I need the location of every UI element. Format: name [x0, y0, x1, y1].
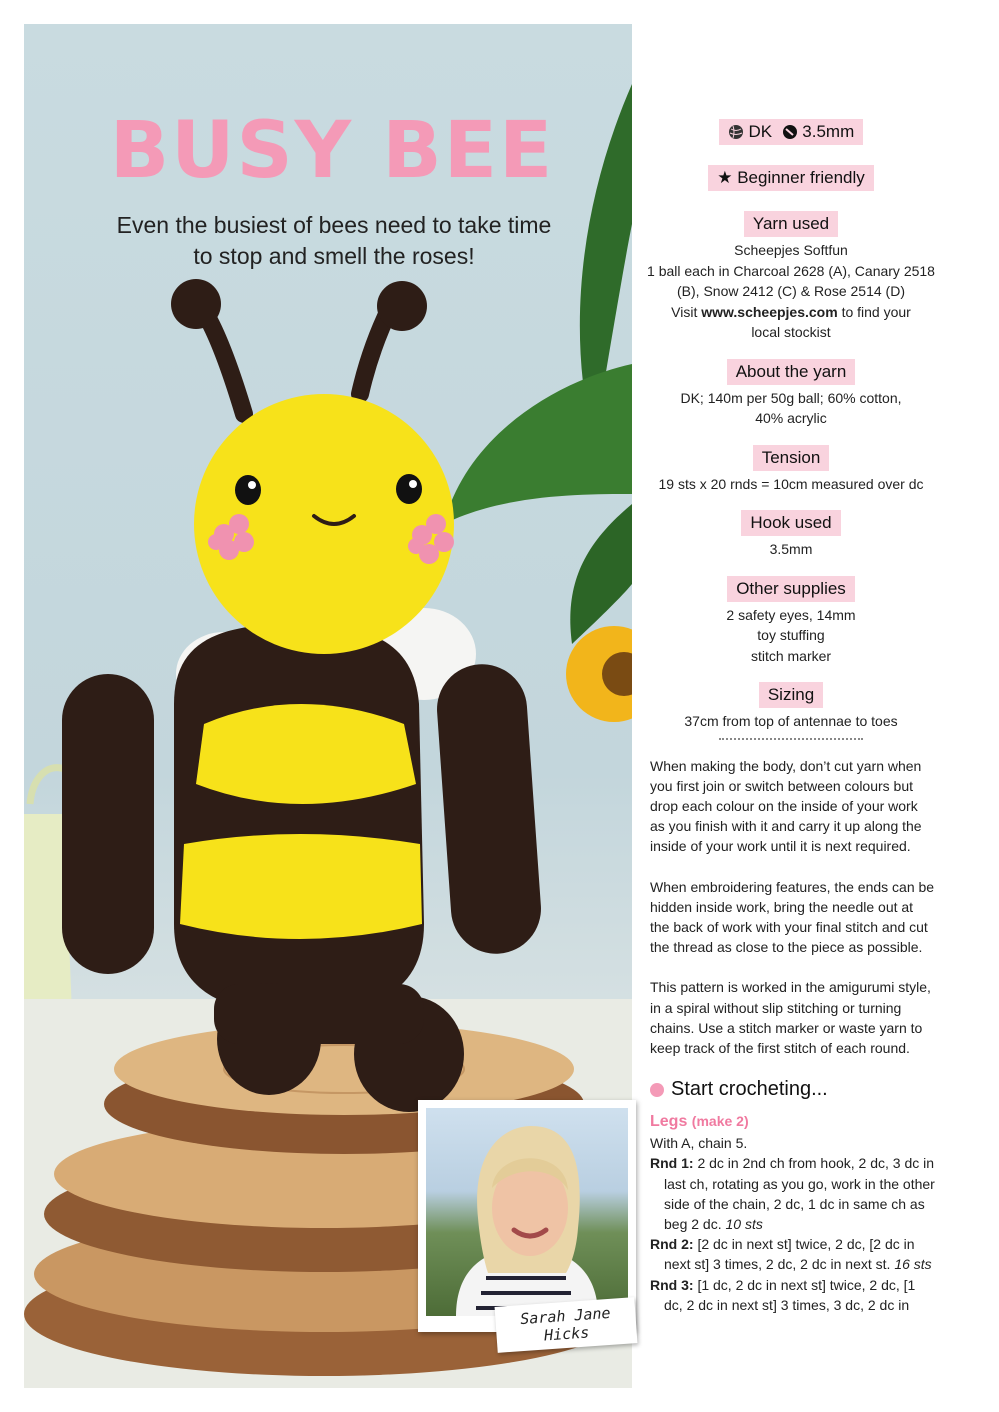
- yarn-website: www.scheepjes.com: [701, 303, 838, 320]
- about-yarn-heading: About the yarn: [727, 359, 856, 385]
- other-supplies-heading: Other supplies: [727, 576, 855, 602]
- bullet-dot-icon: [650, 1083, 664, 1097]
- pattern-info-column: [646, 110, 936, 1315]
- about-yarn-section: [646, 359, 936, 429]
- skill-level: Beginner friendly: [737, 168, 865, 187]
- note-body-colours: When making the body, don’t cut yarn when you first join or switch between colours but drop each colour on the inside of your work as you finish with it and carry it up along the inside of your work until it is next required.: [650, 757, 922, 855]
- round-3-label: Rnd 3:: [650, 1276, 694, 1293]
- other-supplies-text: [646, 605, 936, 667]
- legs-make-count: (make 2): [691, 1113, 749, 1130]
- hook-size: 3.5mm: [802, 122, 855, 141]
- article-title: BUSY BEE: [109, 106, 555, 196]
- tension-heading: Tension: [753, 445, 830, 471]
- start-crocheting-heading: [650, 1078, 936, 1101]
- yarn-colours-2: (B), Snow 2412 (C) & Rose 2514 (D): [677, 283, 905, 299]
- supply-eyes: 2 safety eyes, 14mm: [726, 606, 856, 623]
- round-3-text: [1 dc, 2 dc in next st] twice, 2 dc, [1 dc, 2 dc in next st] 3 times, 3 dc, 2 dc in: [664, 1276, 916, 1313]
- article-subtitle: [64, 210, 604, 272]
- yarn-hook-pill: [719, 119, 864, 145]
- supply-stuffing: toy stuffing: [757, 627, 825, 643]
- round-1-label: Rnd 1:: [650, 1155, 694, 1172]
- star-icon: ★: [717, 168, 733, 187]
- round-3: [650, 1275, 936, 1315]
- round-1: [650, 1153, 936, 1234]
- about-yarn-line-1: DK; 140m per 50g ball; 60% cotton,: [680, 389, 902, 406]
- designer-photo-card: [418, 1100, 636, 1332]
- pattern-start: With A, chain 5.: [650, 1135, 748, 1152]
- round-1-text: 2 dc in 2nd ch from hook, 2 dc, 3 dc in last ch, rotating as you go, work in the other side of the chain, 2 dc, 1 dc in same ch as beg 2 dc.: [664, 1155, 935, 1232]
- subtitle-line-1: Even the busiest of bees need to take time: [116, 212, 552, 238]
- round-2-count: 16 sts: [894, 1256, 932, 1273]
- about-yarn-text: [646, 388, 936, 429]
- pattern-instructions: [650, 1133, 936, 1315]
- yarn-ball-icon: [728, 124, 744, 140]
- sizing-heading: Sizing: [759, 682, 823, 708]
- quick-specs: [646, 119, 936, 145]
- yarn-weight: DK: [748, 122, 773, 141]
- sizing-section: [646, 682, 936, 732]
- skill-level-row: [646, 165, 936, 191]
- hook-icon: [782, 124, 798, 140]
- designer-portrait: [426, 1108, 628, 1316]
- round-2-text: [2 dc in next st] twice, 2 dc, [2 dc in next st] 3 times, 2 dc, 2 dc in next st.: [664, 1236, 915, 1273]
- yarn-colours-1: 1 ball each in Charcoal 2628 (A), Canary 2518: [647, 262, 935, 279]
- legs-heading: [650, 1113, 936, 1131]
- about-yarn-line-2: 40% acrylic: [755, 410, 827, 426]
- hook-used-heading: Hook used: [741, 510, 840, 536]
- yarn-brand: Scheepjes Softfun: [734, 242, 848, 258]
- yarn-used-section: [646, 211, 936, 343]
- round-1-count: 10 sts: [725, 1215, 763, 1232]
- tension-text: 19 sts x 20 rnds = 10cm measured over dc: [658, 475, 924, 492]
- legs-title: Legs: [650, 1113, 688, 1131]
- sizing-text: 37cm from top of antennae to toes: [684, 713, 898, 729]
- subtitle-line-2: to stop and smell the roses!: [193, 243, 475, 269]
- stockist-text: local stockist: [751, 324, 831, 340]
- supply-marker: stitch marker: [750, 647, 832, 664]
- other-supplies-section: [646, 576, 936, 667]
- section-title: Start crocheting...: [671, 1078, 828, 1101]
- yarn-used-heading: Yarn used: [744, 211, 838, 237]
- visit-text: Visit: [671, 303, 698, 320]
- note-embroidering: When embroidering features, the ends can be hidden inside work, bring the needle out at the back of work with your final stitch and cut the thread as close to the piece as possible.: [650, 878, 935, 956]
- skill-level-pill: [708, 165, 874, 191]
- round-2-label: Rnd 2:: [650, 1236, 694, 1253]
- designer-name-label: Sarah Jane Hicks: [495, 1297, 638, 1353]
- visit-rest-text: to find your: [841, 303, 911, 320]
- hook-used-section: [646, 510, 936, 560]
- hook-used-text: 3.5mm: [769, 541, 813, 557]
- yarn-used-text: [646, 240, 936, 343]
- dotted-divider: [719, 738, 863, 740]
- tension-section: [646, 445, 936, 495]
- round-2: [650, 1234, 936, 1274]
- note-amigurumi: This pattern is worked in the amigurumi style, in a spiral without slip stitching or turning chains. Use a stitch marker or waste yarn to keep track of the first stitch of each round.: [650, 979, 931, 1056]
